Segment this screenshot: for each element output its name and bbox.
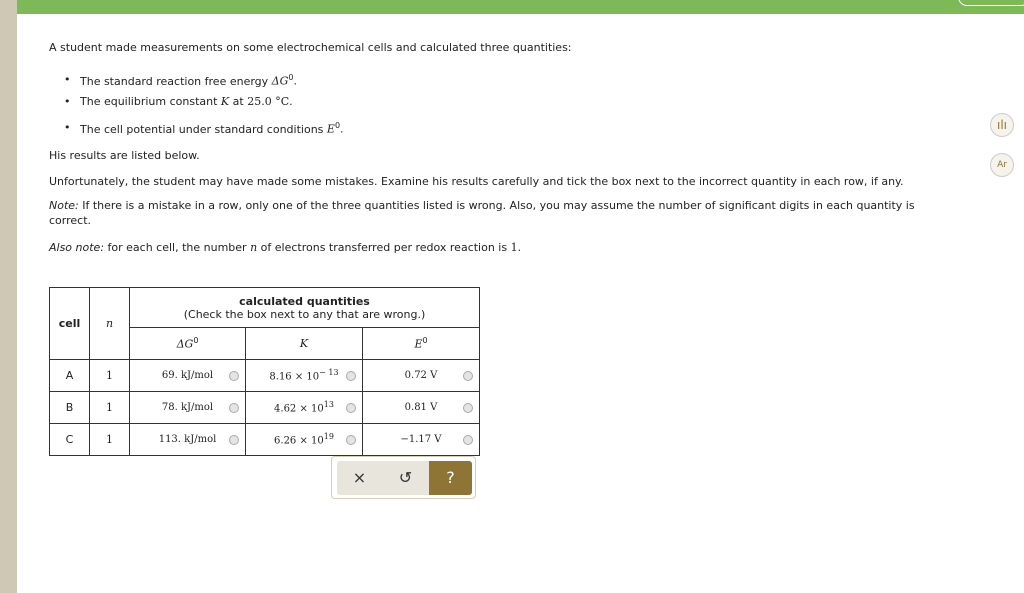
e-value: 0.72 V bbox=[363, 360, 480, 392]
results-table bbox=[49, 287, 480, 456]
header-calculated: calculated quantities (Check the box next to any that are wrong.) bbox=[130, 288, 480, 328]
results-text: His results are listed below. bbox=[49, 149, 200, 162]
note-text-2: correct. bbox=[49, 214, 92, 227]
bullet-k: • The equilibrium constant K at 25.0 °C. bbox=[66, 95, 293, 108]
header-n: n bbox=[90, 288, 130, 360]
e-checkbox[interactable] bbox=[463, 403, 473, 413]
dg-value: 69. kJ/mol bbox=[130, 360, 246, 392]
header-cell: cell bbox=[50, 288, 90, 360]
dg-value: 78. kJ/mol bbox=[130, 392, 246, 424]
also-note-text: Also note: for each cell, the number n of electrons transferred per redox reaction is 1. bbox=[49, 241, 522, 254]
header-e: $E^0$ bbox=[363, 328, 480, 360]
top-header-bar bbox=[17, 0, 1024, 14]
dg-checkbox[interactable] bbox=[229, 371, 239, 381]
dg-checkbox[interactable] bbox=[229, 435, 239, 445]
intro-text: A student made measurements on some electrochemical cells and calculated three quantities: bbox=[49, 41, 572, 54]
left-sidebar bbox=[0, 0, 17, 593]
undo-button[interactable]: ↺ bbox=[398, 468, 413, 487]
k-checkbox[interactable] bbox=[346, 371, 356, 381]
header-button[interactable] bbox=[958, 0, 1024, 6]
clear-button[interactable]: × bbox=[352, 468, 367, 487]
table-row bbox=[50, 424, 480, 456]
cell-label: C bbox=[50, 424, 90, 456]
cell-label: A bbox=[50, 360, 90, 392]
instructions-text: Unfortunately, the student may have made some mistakes. Examine his results carefully and tick the box next to the incorrect quantity in each row, if any. bbox=[49, 175, 904, 188]
dg-value: 113. kJ/mol bbox=[130, 424, 246, 456]
cell-label: B bbox=[50, 392, 90, 424]
e-checkbox[interactable] bbox=[463, 371, 473, 381]
e-value: −1.17 V bbox=[363, 424, 480, 456]
header-dg: $\Delta G^0$ bbox=[130, 328, 246, 360]
data-chart-icon[interactable]: ılı bbox=[990, 113, 1014, 137]
table-row bbox=[50, 360, 480, 392]
n-value: 1 bbox=[90, 392, 130, 424]
n-value: 1 bbox=[90, 424, 130, 456]
dg-checkbox[interactable] bbox=[229, 403, 239, 413]
help-button[interactable]: ? bbox=[429, 461, 472, 495]
k-checkbox[interactable] bbox=[346, 435, 356, 445]
k-value: $6.26 \times 10^{19}$ bbox=[246, 424, 363, 456]
k-checkbox[interactable] bbox=[346, 403, 356, 413]
periodic-table-icon[interactable]: Ar bbox=[990, 153, 1014, 177]
note-text: Note: If there is a mistake in a row, only one of the three quantities listed is wrong. Also, you may assume the number of significant digits in each quantity is bbox=[49, 199, 915, 212]
e-checkbox[interactable] bbox=[463, 435, 473, 445]
e-value: 0.81 V bbox=[363, 392, 480, 424]
table-row bbox=[50, 392, 480, 424]
bullet-dg: • The standard reaction free energy $\Delta G^0$. bbox=[66, 73, 297, 88]
bullet-e: • The cell potential under standard conditions $E^0$. bbox=[66, 121, 344, 136]
answer-toolbar bbox=[331, 456, 476, 499]
header-k: K bbox=[246, 328, 363, 360]
k-value: $8.16 \times 10^{- 13}$ bbox=[246, 360, 363, 392]
k-value: $4.62 \times 10^{13}$ bbox=[246, 392, 363, 424]
n-value: 1 bbox=[90, 360, 130, 392]
